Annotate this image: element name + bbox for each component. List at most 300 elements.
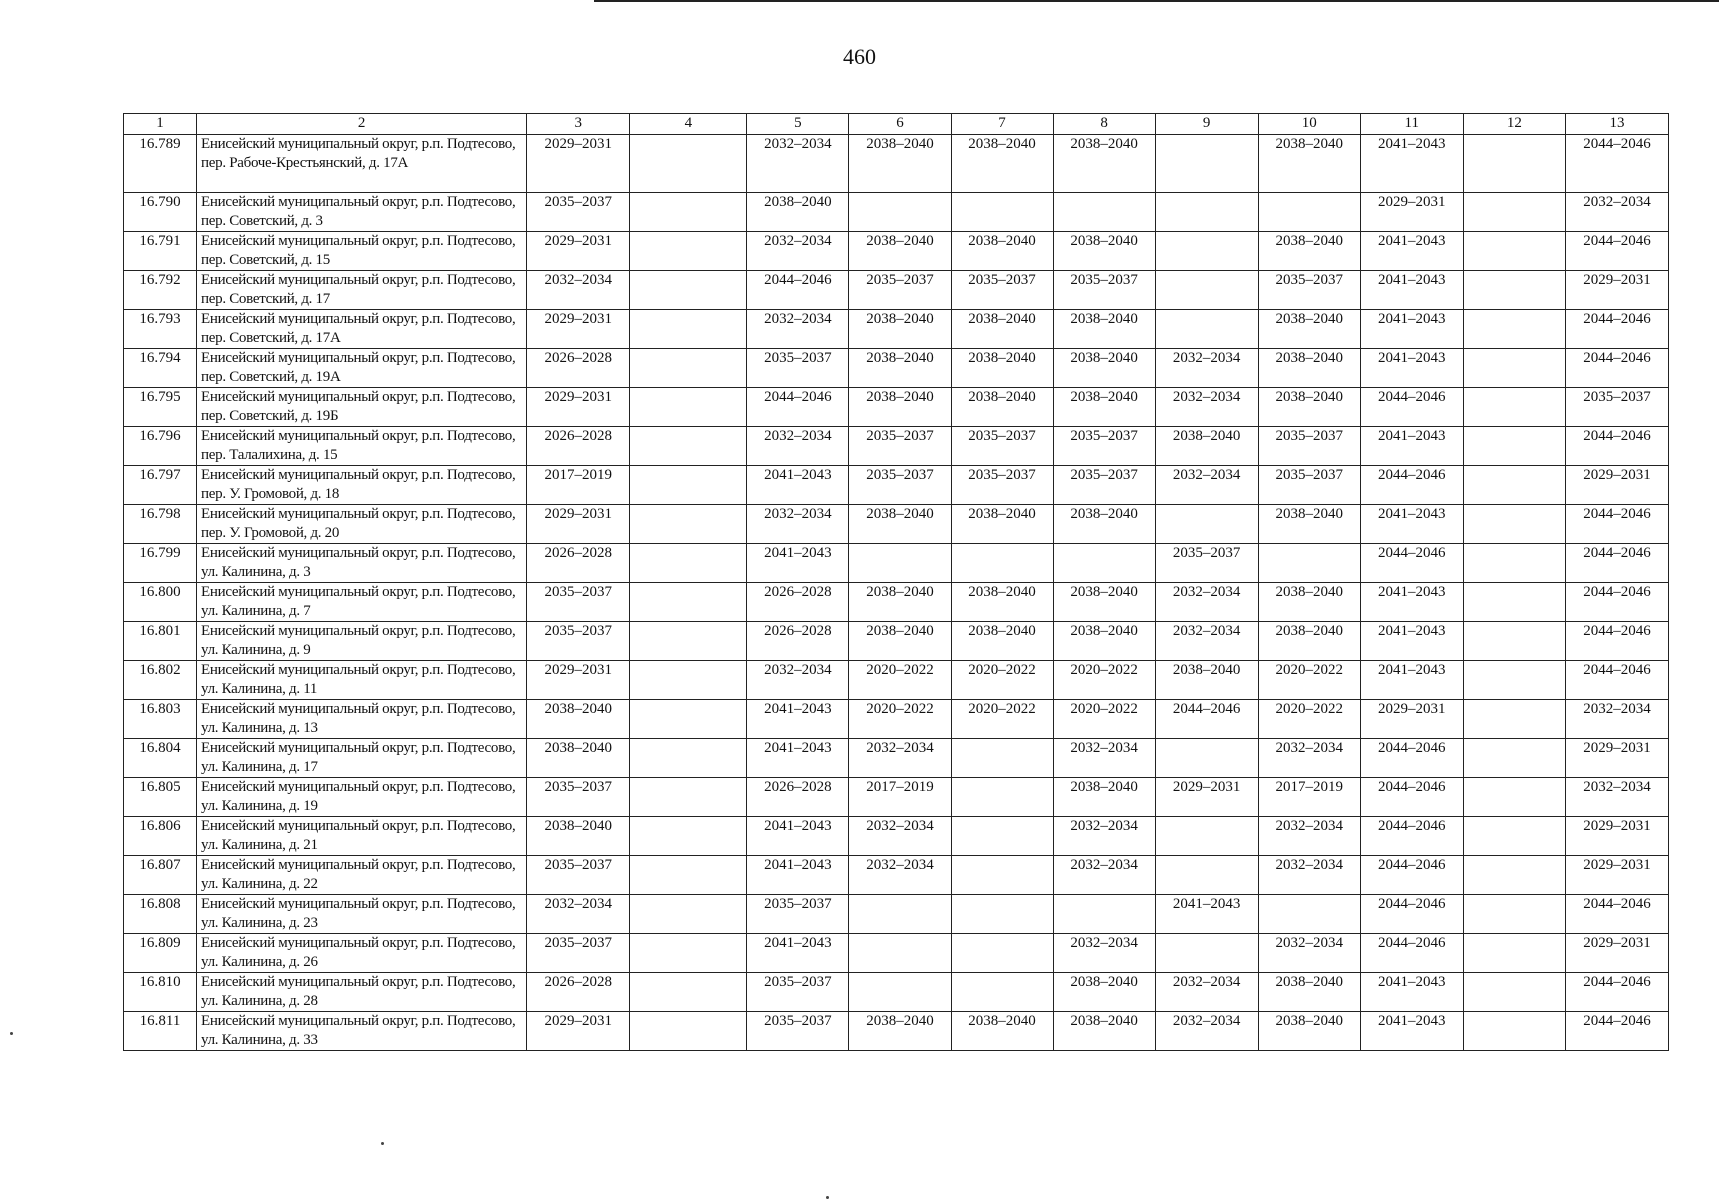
- period-cell-4: [630, 232, 747, 271]
- period-cell-5: 2035–2037: [747, 1012, 849, 1051]
- period-cell-7: 2020–2022: [951, 700, 1053, 739]
- period-cell-7: 2038–2040: [951, 310, 1053, 349]
- table-row: [124, 544, 1669, 583]
- period-cell-8: 2038–2040: [1053, 1012, 1155, 1051]
- table-row: [124, 427, 1669, 466]
- row-number: 16.796: [124, 427, 197, 466]
- period-cell-13: 2044–2046: [1565, 895, 1668, 934]
- period-cell-13: 2044–2046: [1565, 427, 1668, 466]
- period-cell-5: 2032–2034: [747, 427, 849, 466]
- period-cell-9: [1155, 193, 1258, 232]
- register-table: [123, 113, 1669, 1051]
- table-row: [124, 895, 1669, 934]
- period-cell-12: [1463, 895, 1565, 934]
- column-header-12: 12: [1463, 114, 1565, 135]
- period-cell-6: 2035–2037: [849, 427, 951, 466]
- period-cell-10: 2032–2034: [1258, 856, 1360, 895]
- period-cell-8: 2038–2040: [1053, 232, 1155, 271]
- column-header-6: 6: [849, 114, 951, 135]
- period-cell-9: 2032–2034: [1155, 1012, 1258, 1051]
- period-cell-11: 2041–2043: [1360, 310, 1463, 349]
- period-cell-3: 2035–2037: [527, 583, 630, 622]
- period-cell-4: [630, 661, 747, 700]
- period-cell-9: [1155, 135, 1258, 193]
- address-cell: Енисейский муниципальный округ, р.п. Подтесово, пер. Талалихина, д. 15: [197, 427, 527, 466]
- period-cell-11: 2041–2043: [1360, 505, 1463, 544]
- period-cell-11: 2044–2046: [1360, 817, 1463, 856]
- period-cell-4: [630, 778, 747, 817]
- period-cell-5: 2041–2043: [747, 934, 849, 973]
- row-number: 16.793: [124, 310, 197, 349]
- address-cell: Енисейский муниципальный округ, р.п. Подтесово, ул. Калинина, д. 22: [197, 856, 527, 895]
- row-number: 16.809: [124, 934, 197, 973]
- table-row: [124, 232, 1669, 271]
- period-cell-12: [1463, 973, 1565, 1012]
- period-cell-12: [1463, 466, 1565, 505]
- period-cell-7: 2038–2040: [951, 622, 1053, 661]
- period-cell-10: 2038–2040: [1258, 1012, 1360, 1051]
- period-cell-3: 2017–2019: [527, 466, 630, 505]
- period-cell-5: 2041–2043: [747, 817, 849, 856]
- period-cell-6: [849, 544, 951, 583]
- period-cell-9: 2029–2031: [1155, 778, 1258, 817]
- period-cell-12: [1463, 934, 1565, 973]
- period-cell-5: 2032–2034: [747, 661, 849, 700]
- period-cell-8: [1053, 544, 1155, 583]
- row-number: 16.801: [124, 622, 197, 661]
- period-cell-12: [1463, 544, 1565, 583]
- table-row: [124, 583, 1669, 622]
- period-cell-5: 2035–2037: [747, 349, 849, 388]
- period-cell-6: [849, 973, 951, 1012]
- period-cell-8: 2038–2040: [1053, 505, 1155, 544]
- scan-speck: [381, 1142, 384, 1145]
- period-cell-3: 2038–2040: [527, 700, 630, 739]
- period-cell-9: [1155, 817, 1258, 856]
- period-cell-13: 2029–2031: [1565, 856, 1668, 895]
- period-cell-8: 2038–2040: [1053, 310, 1155, 349]
- address-cell: Енисейский муниципальный округ, р.п. Подтесово, ул. Калинина, д. 11: [197, 661, 527, 700]
- period-cell-7: 2038–2040: [951, 232, 1053, 271]
- period-cell-11: 2041–2043: [1360, 1012, 1463, 1051]
- period-cell-5: 2026–2028: [747, 583, 849, 622]
- period-cell-9: 2032–2034: [1155, 973, 1258, 1012]
- period-cell-6: 2017–2019: [849, 778, 951, 817]
- period-cell-11: 2044–2046: [1360, 856, 1463, 895]
- period-cell-6: 2032–2034: [849, 817, 951, 856]
- period-cell-7: 2038–2040: [951, 505, 1053, 544]
- period-cell-11: 2029–2031: [1360, 700, 1463, 739]
- column-header-9: 9: [1155, 114, 1258, 135]
- row-number: 16.795: [124, 388, 197, 427]
- period-cell-8: 2020–2022: [1053, 661, 1155, 700]
- period-cell-3: 2035–2037: [527, 856, 630, 895]
- period-cell-13: 2032–2034: [1565, 778, 1668, 817]
- period-cell-3: 2035–2037: [527, 934, 630, 973]
- period-cell-3: 2029–2031: [527, 388, 630, 427]
- period-cell-6: 2038–2040: [849, 349, 951, 388]
- period-cell-4: [630, 193, 747, 232]
- period-cell-12: [1463, 700, 1565, 739]
- period-cell-13: 2032–2034: [1565, 193, 1668, 232]
- address-cell: Енисейский муниципальный округ, р.п. Подтесово, пер. Советский, д. 15: [197, 232, 527, 271]
- table-body: [124, 135, 1669, 1051]
- period-cell-7: [951, 934, 1053, 973]
- row-number: 16.803: [124, 700, 197, 739]
- period-cell-8: 2038–2040: [1053, 135, 1155, 193]
- period-cell-4: [630, 622, 747, 661]
- period-cell-4: [630, 973, 747, 1012]
- period-cell-8: 2038–2040: [1053, 778, 1155, 817]
- period-cell-5: 2041–2043: [747, 466, 849, 505]
- period-cell-13: 2044–2046: [1565, 544, 1668, 583]
- period-cell-13: 2029–2031: [1565, 466, 1668, 505]
- period-cell-5: 2032–2034: [747, 135, 849, 193]
- row-number: 16.805: [124, 778, 197, 817]
- period-cell-6: [849, 934, 951, 973]
- page-number: 460: [843, 44, 876, 69]
- period-cell-4: [630, 934, 747, 973]
- period-cell-9: 2032–2034: [1155, 622, 1258, 661]
- table-row: [124, 505, 1669, 544]
- period-cell-4: [630, 388, 747, 427]
- table-row: [124, 973, 1669, 1012]
- period-cell-6: 2032–2034: [849, 856, 951, 895]
- period-cell-9: [1155, 739, 1258, 778]
- period-cell-7: 2020–2022: [951, 661, 1053, 700]
- row-number: 16.806: [124, 817, 197, 856]
- period-cell-3: 2029–2031: [527, 310, 630, 349]
- table-row: [124, 466, 1669, 505]
- period-cell-8: 2038–2040: [1053, 622, 1155, 661]
- period-cell-13: 2029–2031: [1565, 817, 1668, 856]
- address-cell: Енисейский муниципальный округ, р.п. Подтесово, пер. Советский, д. 19А: [197, 349, 527, 388]
- period-cell-7: [951, 973, 1053, 1012]
- period-cell-13: 2044–2046: [1565, 973, 1668, 1012]
- period-cell-5: 2038–2040: [747, 193, 849, 232]
- period-cell-13: 2044–2046: [1565, 1012, 1668, 1051]
- period-cell-6: [849, 193, 951, 232]
- address-cell: Енисейский муниципальный округ, р.п. Подтесово, ул. Калинина, д. 9: [197, 622, 527, 661]
- period-cell-3: 2029–2031: [527, 661, 630, 700]
- period-cell-11: 2044–2046: [1360, 466, 1463, 505]
- period-cell-11: 2041–2043: [1360, 232, 1463, 271]
- row-number: 16.807: [124, 856, 197, 895]
- period-cell-9: 2041–2043: [1155, 895, 1258, 934]
- period-cell-8: 2035–2037: [1053, 466, 1155, 505]
- address-cell: Енисейский муниципальный округ, р.п. Подтесово, ул. Калинина, д. 3: [197, 544, 527, 583]
- period-cell-5: 2044–2046: [747, 388, 849, 427]
- row-number: 16.811: [124, 1012, 197, 1051]
- address-cell: Енисейский муниципальный округ, р.п. Подтесово, пер. Советский, д. 3: [197, 193, 527, 232]
- row-number: 16.800: [124, 583, 197, 622]
- table-row: [124, 1012, 1669, 1051]
- period-cell-13: 2044–2046: [1565, 583, 1668, 622]
- period-cell-11: 2041–2043: [1360, 661, 1463, 700]
- period-cell-10: [1258, 895, 1360, 934]
- table-row: [124, 934, 1669, 973]
- period-cell-3: 2029–2031: [527, 135, 630, 193]
- period-cell-11: 2041–2043: [1360, 427, 1463, 466]
- period-cell-13: 2044–2046: [1565, 310, 1668, 349]
- period-cell-3: 2035–2037: [527, 778, 630, 817]
- period-cell-9: 2032–2034: [1155, 349, 1258, 388]
- table-row: [124, 135, 1669, 193]
- table-row: [124, 700, 1669, 739]
- period-cell-6: 2038–2040: [849, 232, 951, 271]
- period-cell-13: 2044–2046: [1565, 349, 1668, 388]
- period-cell-6: 2020–2022: [849, 661, 951, 700]
- row-number: 16.790: [124, 193, 197, 232]
- period-cell-12: [1463, 349, 1565, 388]
- period-cell-12: [1463, 310, 1565, 349]
- period-cell-6: [849, 895, 951, 934]
- period-cell-5: 2035–2037: [747, 895, 849, 934]
- row-number: 16.791: [124, 232, 197, 271]
- period-cell-10: 2038–2040: [1258, 388, 1360, 427]
- address-cell: Енисейский муниципальный округ, р.п. Подтесово, ул. Калинина, д. 21: [197, 817, 527, 856]
- address-cell: Енисейский муниципальный округ, р.п. Подтесово, ул. Калинина, д. 28: [197, 973, 527, 1012]
- table-row: [124, 778, 1669, 817]
- period-cell-10: 2038–2040: [1258, 310, 1360, 349]
- row-number: 16.792: [124, 271, 197, 310]
- period-cell-7: 2038–2040: [951, 1012, 1053, 1051]
- period-cell-3: 2035–2037: [527, 193, 630, 232]
- period-cell-4: [630, 310, 747, 349]
- period-cell-3: 2026–2028: [527, 544, 630, 583]
- column-header-1: 1: [124, 114, 197, 135]
- period-cell-10: 2035–2037: [1258, 466, 1360, 505]
- period-cell-11: 2041–2043: [1360, 973, 1463, 1012]
- period-cell-6: 2038–2040: [849, 1012, 951, 1051]
- period-cell-13: 2035–2037: [1565, 388, 1668, 427]
- address-cell: Енисейский муниципальный округ, р.п. Подтесово, ул. Калинина, д. 13: [197, 700, 527, 739]
- period-cell-8: [1053, 895, 1155, 934]
- period-cell-13: 2044–2046: [1565, 661, 1668, 700]
- row-number: 16.802: [124, 661, 197, 700]
- table-row: [124, 739, 1669, 778]
- column-header-13: 13: [1565, 114, 1668, 135]
- period-cell-7: 2035–2037: [951, 466, 1053, 505]
- table-row: [124, 388, 1669, 427]
- period-cell-10: 2038–2040: [1258, 135, 1360, 193]
- period-cell-12: [1463, 778, 1565, 817]
- period-cell-4: [630, 895, 747, 934]
- table-row: [124, 271, 1669, 310]
- column-header-10: 10: [1258, 114, 1360, 135]
- period-cell-8: 2035–2037: [1053, 271, 1155, 310]
- period-cell-5: 2044–2046: [747, 271, 849, 310]
- period-cell-5: 2041–2043: [747, 856, 849, 895]
- period-cell-12: [1463, 271, 1565, 310]
- period-cell-12: [1463, 505, 1565, 544]
- period-cell-10: [1258, 544, 1360, 583]
- period-cell-5: 2041–2043: [747, 739, 849, 778]
- period-cell-9: [1155, 310, 1258, 349]
- table-row: [124, 310, 1669, 349]
- period-cell-6: 2038–2040: [849, 622, 951, 661]
- period-cell-9: 2044–2046: [1155, 700, 1258, 739]
- period-cell-6: 2038–2040: [849, 583, 951, 622]
- scan-speck: [826, 1196, 829, 1199]
- column-header-4: 4: [630, 114, 747, 135]
- period-cell-5: 2041–2043: [747, 544, 849, 583]
- period-cell-10: [1258, 193, 1360, 232]
- column-number-row: [124, 114, 1669, 135]
- period-cell-11: 2044–2046: [1360, 778, 1463, 817]
- period-cell-7: [951, 739, 1053, 778]
- period-cell-7: 2035–2037: [951, 427, 1053, 466]
- period-cell-8: 2035–2037: [1053, 427, 1155, 466]
- period-cell-7: [951, 856, 1053, 895]
- period-cell-12: [1463, 232, 1565, 271]
- period-cell-10: 2038–2040: [1258, 583, 1360, 622]
- row-number: 16.797: [124, 466, 197, 505]
- period-cell-4: [630, 1012, 747, 1051]
- period-cell-12: [1463, 817, 1565, 856]
- address-cell: Енисейский муниципальный округ, р.п. Подтесово, пер. Советский, д. 17А: [197, 310, 527, 349]
- period-cell-5: 2026–2028: [747, 778, 849, 817]
- period-cell-6: 2035–2037: [849, 271, 951, 310]
- address-cell: Енисейский муниципальный округ, р.п. Подтесово, пер. Советский, д. 17: [197, 271, 527, 310]
- row-number: 16.789: [124, 135, 197, 193]
- period-cell-9: [1155, 505, 1258, 544]
- period-cell-3: 2026–2028: [527, 349, 630, 388]
- period-cell-6: 2035–2037: [849, 466, 951, 505]
- period-cell-8: 2038–2040: [1053, 583, 1155, 622]
- period-cell-9: 2035–2037: [1155, 544, 1258, 583]
- address-cell: Енисейский муниципальный округ, р.п. Подтесово, ул. Калинина, д. 7: [197, 583, 527, 622]
- period-cell-12: [1463, 135, 1565, 193]
- period-cell-8: 2038–2040: [1053, 973, 1155, 1012]
- period-cell-10: 2032–2034: [1258, 934, 1360, 973]
- address-cell: Енисейский муниципальный округ, р.п. Подтесово, ул. Калинина, д. 17: [197, 739, 527, 778]
- period-cell-9: 2032–2034: [1155, 583, 1258, 622]
- scan-speck: [10, 1032, 13, 1035]
- column-header-8: 8: [1053, 114, 1155, 135]
- period-cell-7: 2038–2040: [951, 349, 1053, 388]
- period-cell-4: [630, 505, 747, 544]
- period-cell-7: [951, 817, 1053, 856]
- period-cell-12: [1463, 856, 1565, 895]
- period-cell-4: [630, 544, 747, 583]
- period-cell-7: [951, 895, 1053, 934]
- period-cell-9: [1155, 232, 1258, 271]
- period-cell-4: [630, 271, 747, 310]
- period-cell-3: 2038–2040: [527, 739, 630, 778]
- period-cell-10: 2038–2040: [1258, 622, 1360, 661]
- address-cell: Енисейский муниципальный округ, р.п. Подтесово, пер. У. Громовой, д. 20: [197, 505, 527, 544]
- period-cell-13: 2044–2046: [1565, 505, 1668, 544]
- row-number: 16.794: [124, 349, 197, 388]
- column-header-3: 3: [527, 114, 630, 135]
- column-header-5: 5: [747, 114, 849, 135]
- period-cell-7: 2035–2037: [951, 271, 1053, 310]
- period-cell-13: 2029–2031: [1565, 934, 1668, 973]
- period-cell-12: [1463, 427, 1565, 466]
- row-number: 16.810: [124, 973, 197, 1012]
- period-cell-3: 2029–2031: [527, 1012, 630, 1051]
- address-cell: Енисейский муниципальный округ, р.п. Подтесово, ул. Калинина, д. 19: [197, 778, 527, 817]
- period-cell-6: 2032–2034: [849, 739, 951, 778]
- period-cell-12: [1463, 193, 1565, 232]
- row-number: 16.804: [124, 739, 197, 778]
- period-cell-5: 2032–2034: [747, 232, 849, 271]
- period-cell-8: 2020–2022: [1053, 700, 1155, 739]
- period-cell-12: [1463, 583, 1565, 622]
- period-cell-6: 2020–2022: [849, 700, 951, 739]
- period-cell-11: 2041–2043: [1360, 135, 1463, 193]
- period-cell-10: 2038–2040: [1258, 973, 1360, 1012]
- period-cell-10: 2032–2034: [1258, 817, 1360, 856]
- period-cell-7: 2038–2040: [951, 135, 1053, 193]
- period-cell-11: 2029–2031: [1360, 193, 1463, 232]
- period-cell-13: 2029–2031: [1565, 739, 1668, 778]
- period-cell-3: 2032–2034: [527, 271, 630, 310]
- period-cell-10: 2038–2040: [1258, 505, 1360, 544]
- period-cell-4: [630, 739, 747, 778]
- period-cell-13: 2044–2046: [1565, 135, 1668, 193]
- period-cell-13: 2029–2031: [1565, 271, 1668, 310]
- period-cell-4: [630, 427, 747, 466]
- period-cell-11: 2044–2046: [1360, 544, 1463, 583]
- address-cell: Енисейский муниципальный округ, р.п. Подтесово, ул. Калинина, д. 23: [197, 895, 527, 934]
- period-cell-8: 2038–2040: [1053, 349, 1155, 388]
- period-cell-4: [630, 135, 747, 193]
- address-cell: Енисейский муниципальный округ, р.п. Подтесово, пер. Советский, д. 19Б: [197, 388, 527, 427]
- period-cell-4: [630, 466, 747, 505]
- table-row: [124, 817, 1669, 856]
- period-cell-3: 2035–2037: [527, 622, 630, 661]
- period-cell-13: 2032–2034: [1565, 700, 1668, 739]
- period-cell-7: [951, 778, 1053, 817]
- period-cell-12: [1463, 1012, 1565, 1051]
- period-cell-13: 2044–2046: [1565, 232, 1668, 271]
- row-number: 16.798: [124, 505, 197, 544]
- period-cell-8: 2038–2040: [1053, 388, 1155, 427]
- period-cell-13: 2044–2046: [1565, 622, 1668, 661]
- table-row: [124, 661, 1669, 700]
- period-cell-4: [630, 856, 747, 895]
- period-cell-5: 2032–2034: [747, 310, 849, 349]
- column-header-11: 11: [1360, 114, 1463, 135]
- period-cell-9: [1155, 856, 1258, 895]
- period-cell-11: 2044–2046: [1360, 895, 1463, 934]
- period-cell-3: 2029–2031: [527, 505, 630, 544]
- address-cell: Енисейский муниципальный округ, р.п. Подтесово, пер. У. Громовой, д. 18: [197, 466, 527, 505]
- top-rule: [594, 0, 1719, 2]
- period-cell-8: 2032–2034: [1053, 856, 1155, 895]
- period-cell-3: 2032–2034: [527, 895, 630, 934]
- row-number: 16.799: [124, 544, 197, 583]
- period-cell-10: 2020–2022: [1258, 661, 1360, 700]
- period-cell-8: [1053, 193, 1155, 232]
- period-cell-10: 2035–2037: [1258, 271, 1360, 310]
- period-cell-12: [1463, 661, 1565, 700]
- period-cell-12: [1463, 388, 1565, 427]
- period-cell-7: 2038–2040: [951, 388, 1053, 427]
- period-cell-10: 2020–2022: [1258, 700, 1360, 739]
- period-cell-3: 2038–2040: [527, 817, 630, 856]
- period-cell-4: [630, 817, 747, 856]
- column-header-2: 2: [197, 114, 527, 135]
- period-cell-7: [951, 193, 1053, 232]
- period-cell-7: [951, 544, 1053, 583]
- period-cell-11: 2041–2043: [1360, 622, 1463, 661]
- period-cell-3: 2026–2028: [527, 973, 630, 1012]
- period-cell-9: 2038–2040: [1155, 661, 1258, 700]
- period-cell-10: 2038–2040: [1258, 349, 1360, 388]
